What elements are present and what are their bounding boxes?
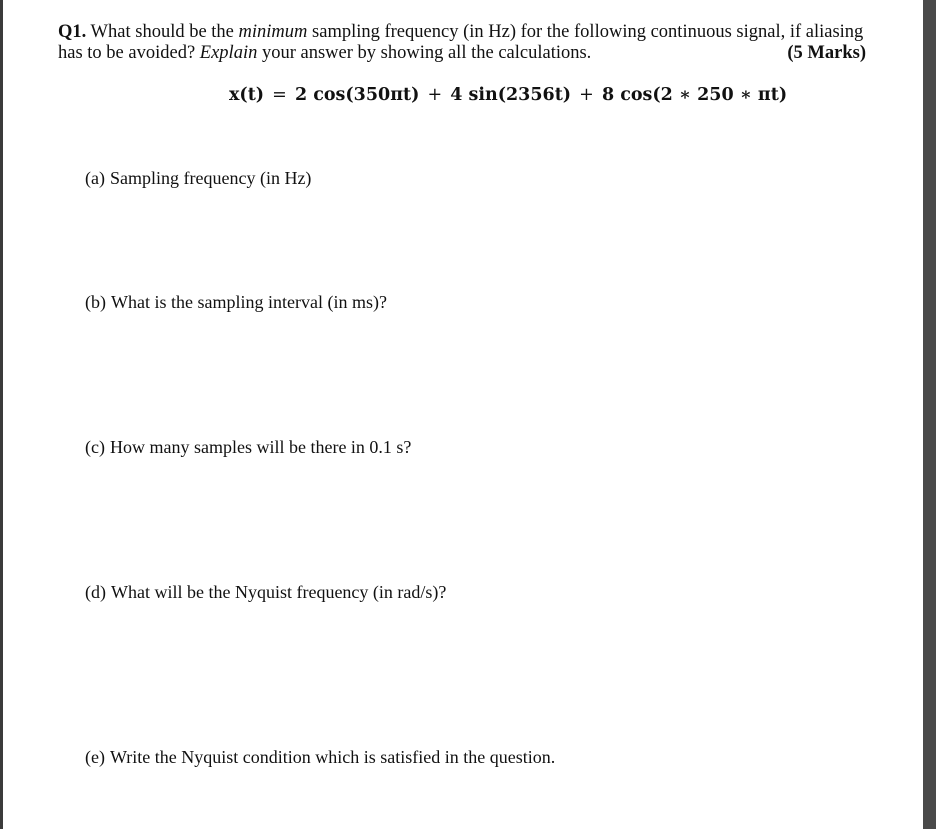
part-d-text: What will be the Nyquist frequency (in rad/s)?	[111, 582, 447, 602]
question-emphasis-explain: Explain	[199, 43, 258, 63]
part-e	[85, 747, 555, 767]
question-marks: (5 Marks)	[787, 43, 866, 63]
part-b	[85, 292, 387, 312]
question-text-start: What should be the	[86, 22, 239, 42]
equation-term-1: 2 cos(350πt)	[294, 85, 420, 105]
part-a	[85, 168, 311, 188]
equation-plus-2: +	[579, 85, 594, 105]
viewer-scrollbar-track[interactable]	[923, 0, 936, 829]
part-c-text: How many samples will be there in 0.1 s?	[109, 437, 412, 457]
part-c-label: (c)	[85, 437, 105, 457]
question-line-2	[58, 43, 866, 63]
part-e-label: (e)	[85, 747, 105, 767]
part-b-label: (b)	[85, 292, 106, 312]
question-line-1	[58, 22, 863, 42]
equation-equals: =	[272, 85, 287, 105]
equation-term-2: 4 sin(2356t)	[450, 85, 572, 105]
part-b-text: What is the sampling interval (in ms)?	[111, 292, 387, 312]
part-a-label: (a)	[85, 168, 105, 188]
part-c	[85, 437, 411, 457]
question-line2-end: your answer by showing all the calculations.	[257, 43, 592, 63]
part-d	[85, 582, 446, 602]
document-page	[3, 0, 923, 829]
question-text-end: sampling frequency (in Hz) for the following continuous signal, if aliasing	[307, 22, 864, 42]
equation-lhs: x(t)	[229, 85, 265, 105]
equation-term-3: 8 cos(2 ∗ 250 ∗ πt)	[601, 85, 788, 105]
signal-equation	[229, 84, 787, 106]
question-number: Q1.	[58, 22, 87, 42]
part-e-text: Write the Nyquist condition which is satisfied in the question.	[109, 747, 556, 767]
part-d-label: (d)	[85, 582, 106, 602]
question-line2-start: has to be avoided?	[58, 43, 200, 63]
question-emphasis-minimum: minimum	[238, 22, 308, 42]
equation-plus-1: +	[427, 85, 443, 105]
part-a-text: Sampling frequency (in Hz)	[109, 168, 312, 188]
